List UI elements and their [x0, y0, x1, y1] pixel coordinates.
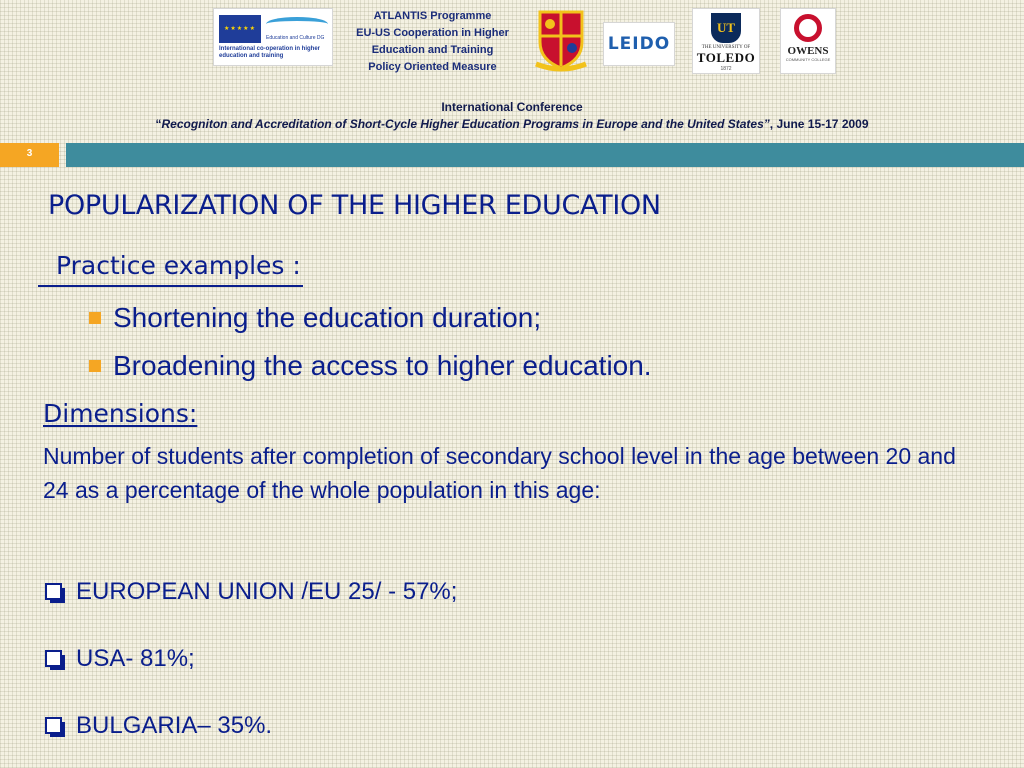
- bullet-square-icon: [89, 312, 101, 324]
- university-crest-logo: [534, 8, 588, 72]
- owens-community-college-logo: OWENS COMMUNITY COLLEGE: [780, 8, 836, 74]
- leido-logo: LEIDO: [603, 22, 675, 66]
- practice-examples-heading: Practice examples :: [38, 247, 303, 287]
- bullet-item: Broadening the access to higher education.: [113, 350, 652, 381]
- university-of-toledo-logo: UT THE UNIVERSITY OF TOLEDO 1872: [692, 8, 760, 74]
- statistic-item-usa: USA- 81%;: [76, 645, 195, 672]
- checkbox-bullet-icon: [45, 650, 62, 667]
- conference-title: “Recogniton and Accreditation of Short-Cycle Higher Education Programs in Europe and the United States”, June 15-17 2009: [155, 117, 869, 131]
- conference-label: International Conference: [441, 100, 583, 114]
- conference-heading: [0, 99, 1024, 133]
- statistic-item-bulgaria: BULGARIA– 35%.: [76, 712, 273, 739]
- accent-bar: [66, 143, 1024, 167]
- dimensions-description: Number of students after completion of secondary school level in the age between 20 and 24 as a percentage of the whole population in this age:: [43, 443, 956, 503]
- atlantis-programme-text: ATLANTIS Programme EU-US Cooperation in Higher Education and Training Policy Oriented Measure: [356, 10, 509, 73]
- bullet-square-icon: [89, 360, 101, 372]
- eu-education-culture-logo: ★★★★★ Education and Culture DG International co-operation in higher education and training: [213, 8, 333, 66]
- eu-logo-caption: International co-operation in higher education and training: [219, 46, 321, 59]
- eu-logo-dg-label: Education and Culture DG: [266, 35, 325, 41]
- owens-ring-icon: [794, 14, 822, 42]
- dimensions-heading: Dimensions:: [43, 399, 198, 428]
- statistic-item-eu: EUROPEAN UNION /EU 25/ - 57%;: [76, 578, 458, 605]
- checkbox-bullet-icon: [45, 717, 62, 734]
- checkbox-bullet-icon: [45, 583, 62, 600]
- slide-number: 3: [0, 143, 59, 167]
- bullet-item: Shortening the education duration;: [113, 302, 542, 333]
- slide-title: POPULARIZATION OF THE HIGHER EDUCATION: [48, 190, 661, 221]
